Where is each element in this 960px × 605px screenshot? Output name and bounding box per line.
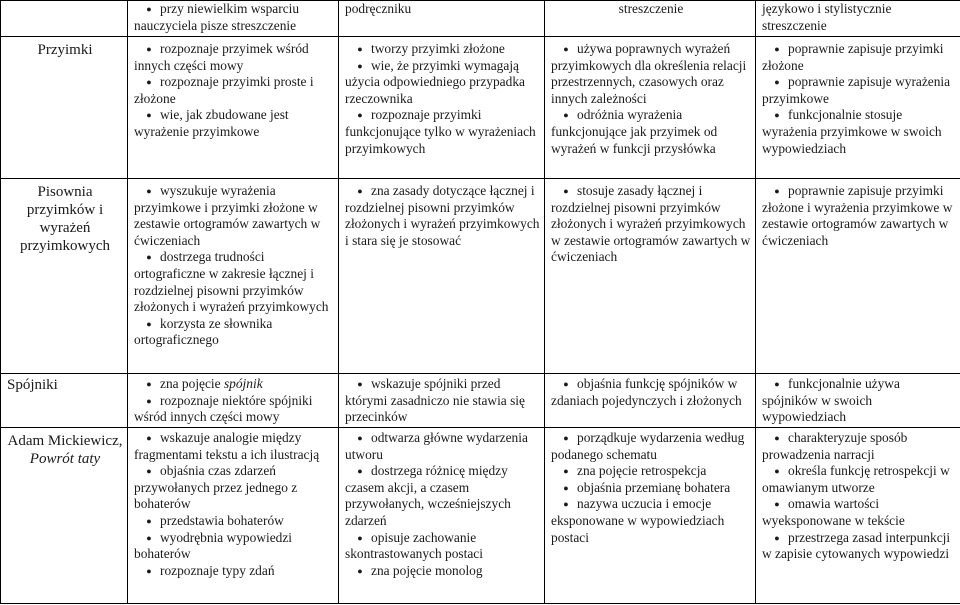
bullet-icon: ●: [146, 110, 152, 121]
requirements-cell: [756, 179, 960, 374]
list-item: ● zna pojęcie spójnik: [134, 376, 334, 393]
bullet-icon: ●: [774, 433, 780, 443]
bullet-icon: ●: [357, 466, 363, 477]
list-item: ● poprawnie zapisuje wyrażenia przyimkowe: [762, 74, 951, 106]
table-row: [1, 1, 960, 37]
table-row: [1, 374, 960, 428]
requirements-cell: [128, 1, 339, 37]
list-item: ● stosuje zasady łącznej i rozdzielnej pisowni przyimków złożonych i wyrażeń przyimkowych w zestawie ortogramów zawartych w ćwiczeniach: [551, 183, 751, 265]
requirements-cell: [756, 374, 960, 428]
bullet-icon: ●: [357, 110, 363, 121]
requirements-cell: [339, 1, 545, 37]
topic-cell: [1, 428, 128, 604]
list-item: ● dostrzega trudności ortograficzne w zakresie łącznej i rozdzielnej pisowni przyimków złożonych i wyrażeń przyimkowych: [134, 249, 329, 315]
requirements-cell: [545, 428, 756, 604]
bullet-icon: ●: [774, 77, 780, 88]
cell-text: streszczenie: [618, 1, 684, 16]
bullet-icon: ●: [357, 433, 363, 443]
list-item: ● nazywa uczucia i emocje eksponowane w wypowiedziach postaci: [551, 496, 725, 545]
list-item: ● przestrzega zasad interpunkcji w zapisie cytowanych wypowiedzi: [762, 529, 951, 562]
list-item: ● przy niewielkim wsparciu nauczyciela pisze streszczenie: [134, 1, 300, 33]
table-row: [1, 428, 960, 604]
requirements-cell: [545, 374, 756, 428]
topic-title: Pisownia przyimków i wyrażeń przyimkowych: [20, 184, 110, 254]
requirements-cell: [128, 179, 339, 374]
list-item: ● opisuje zachowanie skontrastowanych postaci: [345, 529, 483, 562]
bullet-icon: ●: [357, 44, 363, 54]
list-item: ● rozpoznaje typy zdań: [134, 563, 334, 580]
list-item: ● objaśnia czas zdarzeń przywołanych przez jednego z bohaterów: [134, 463, 298, 512]
bullet-icon: ●: [774, 532, 780, 543]
requirements-cell: [339, 374, 545, 428]
list-item: ● określa funkcję retrospekcji w omawianym utworze: [762, 463, 950, 495]
list-item: ● wskazuje analogie między fragmentami tekstu a ich ilustracją: [134, 430, 320, 462]
topic-title: Spójniki: [7, 377, 58, 393]
bullet-icon: ●: [146, 4, 152, 14]
bullet-icon: ●: [146, 77, 152, 88]
bullet-icon: ●: [774, 466, 780, 477]
bullet-icon: ●: [357, 565, 363, 576]
list-item: ● objaśnia funkcję spójników w zdaniach pojedynczych i złożonych: [551, 376, 742, 408]
list-item: ● rozpoznaje przyimki funkcjonujące tylko w wyrażeniach przyimkowych: [345, 107, 536, 156]
bullet-icon: ●: [563, 186, 569, 196]
list-item: ● tworzy przyimki złożone: [345, 41, 540, 58]
list-item: ● wyodrębnia wypowiedzi bohaterów: [134, 529, 293, 562]
requirements-cell: [339, 428, 545, 604]
list-item: ● funkcjonalnie stosuje wyrażenia przyimkowe w swoich wypowiedziach: [762, 107, 942, 156]
bullet-icon: ●: [357, 186, 363, 196]
list-item: ● rozpoznaje przyimek wśród innych części mowy: [134, 41, 309, 73]
topic-title: Przyimki: [37, 42, 93, 58]
cell-text: językowo i stylistycznie streszczenie: [762, 1, 892, 33]
requirements-cell: [545, 1, 756, 37]
requirements-cell: [128, 428, 339, 604]
list-item: ● zna pojęcie retrospekcja: [551, 463, 751, 480]
bullet-icon: ●: [563, 466, 569, 477]
bullet-icon: ●: [774, 186, 780, 196]
bullet-icon: ●: [774, 110, 780, 121]
bullet-icon: ●: [563, 499, 569, 510]
bullet-icon: ●: [146, 433, 152, 443]
list-item: ● odtwarza główne wydarzenia utworu: [345, 430, 528, 462]
bullet-icon: ●: [357, 60, 363, 71]
list-item: ● używa poprawnych wyrażeń przyimkowych dla określenia relacji przestrzennych, czasowych oraz innych zależności: [551, 41, 747, 106]
bullet-icon: ●: [146, 379, 152, 389]
bullet-icon: ●: [563, 44, 569, 54]
bullet-icon: ●: [563, 110, 569, 121]
list-item: ● korzysta ze słownika ortograficznego: [134, 315, 273, 348]
requirements-cell: [339, 37, 545, 179]
topic-cell: [1, 1, 128, 37]
bullet-icon: ●: [563, 482, 569, 493]
topic-author: Adam Mickiewicz,: [7, 433, 123, 449]
bullet-icon: ●: [146, 318, 152, 329]
list-item: ● funkcjonalnie używa spójników w swoich wypowiedziach: [762, 376, 900, 425]
list-item: ● zna pojęcie monolog: [345, 563, 540, 580]
list-item: ● przedstawia bohaterów: [134, 513, 334, 530]
table-row: [1, 37, 960, 179]
topic-cell: [1, 37, 128, 179]
bullet-icon: ●: [146, 466, 152, 477]
bullet-icon: ●: [146, 252, 152, 263]
table-row: [1, 179, 960, 374]
bullet-icon: ●: [563, 433, 569, 443]
list-item: ● dostrzega różnicę między czasem akcji, a czasem przywołanych, wcześniejszych zdarzeń: [345, 463, 511, 528]
list-item: ● charakteryzuje sposób prowadzenia narracji: [762, 430, 908, 462]
requirements-cell: [756, 1, 960, 37]
bullet-icon: ●: [146, 44, 152, 54]
requirements-cell: [545, 179, 756, 374]
list-item: ● wskazuje spójniki przed którymi zasadniczo nie stawia się przecinków: [345, 376, 525, 425]
bullet-icon: ●: [774, 44, 780, 54]
list-item: ● omawia wartości wyeksponowane w tekście: [762, 496, 905, 528]
bullet-icon: ●: [146, 395, 152, 406]
term-italic: spójnik: [223, 376, 263, 391]
bullet-icon: ●: [563, 379, 569, 389]
list-item: ● zna zasady dotyczące łącznej i rozdzielnej pisowni przyimków złożonych i wyrażeń przyimkowych i stara się je stosować: [345, 183, 540, 248]
list-item: ● poprawnie zapisuje przyimki złożone: [762, 41, 944, 73]
topic-work-title: Powrót taty: [29, 451, 101, 467]
bullet-icon: ●: [146, 532, 152, 543]
cell-text: podręczniku: [345, 1, 412, 16]
list-item: ● wie, jak zbudowane jest wyrażenie przyimkowe: [134, 107, 289, 139]
requirements-cell: [545, 37, 756, 179]
bullet-icon: ●: [146, 565, 152, 576]
requirements-cell: [128, 374, 339, 428]
bullet-icon: ●: [774, 379, 780, 389]
list-item: ● objaśnia przemianę bohatera: [551, 480, 751, 497]
list-item: ● odróżnia wyrażenia funkcjonujące jak przyimek od wyrażeń w funkcji przysłówka: [551, 107, 718, 156]
requirements-cell: [339, 179, 545, 374]
bullet-icon: ●: [146, 186, 152, 196]
list-item: ● porządkuje wydarzenia według podanego schematu: [551, 430, 745, 462]
topic-cell: [1, 374, 128, 428]
bullet-icon: ●: [357, 379, 363, 389]
bullet-icon: ●: [774, 499, 780, 510]
list-item: ● wie, że przyimki wymagają użycia odpowiedniego przypadka rzeczownika: [345, 57, 525, 106]
list-item: ● wyszukuje wyrażenia przyimkowe i przyimki złożone w zestawie ortogramów zawartych w ćwiczeniach: [134, 183, 321, 248]
requirements-cell: [128, 37, 339, 179]
topic-cell: [1, 179, 128, 374]
list-item: ● poprawnie zapisuje przyimki złożone i wyrażenia przyimkowe w zestawie ortogramów zawartych w ćwiczeniach: [762, 183, 953, 248]
list-item: ● rozpoznaje niektóre spójniki wśród innych części mowy: [134, 392, 313, 425]
bullet-icon: ●: [357, 532, 363, 543]
list-item: ● rozpoznaje przyimki proste i złożone: [134, 74, 314, 106]
requirements-cell: [756, 37, 960, 179]
bullet-icon: ●: [146, 515, 152, 526]
requirements-cell: [756, 428, 960, 604]
